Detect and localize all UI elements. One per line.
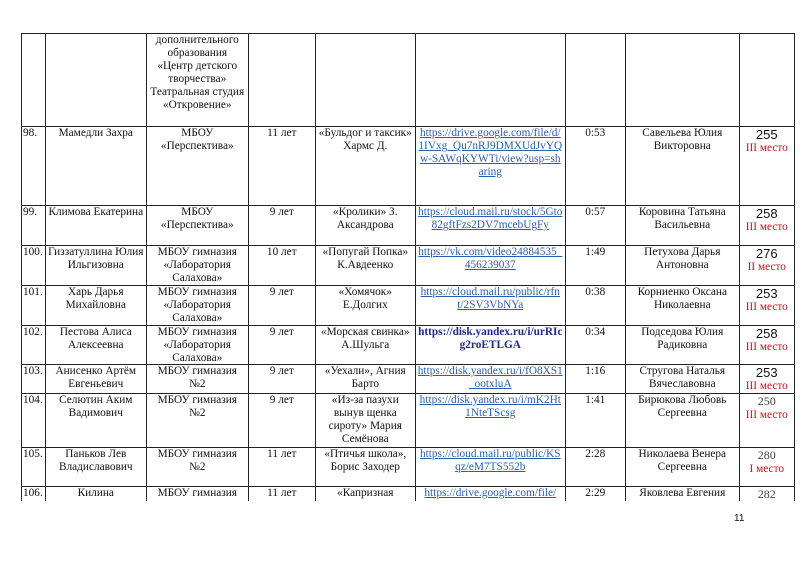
num-text: 101. bbox=[23, 286, 43, 298]
place-award: III место bbox=[745, 409, 788, 421]
age-text: 9 лет bbox=[269, 206, 294, 218]
cell-teacher bbox=[625, 34, 739, 127]
place-award: III место bbox=[745, 380, 788, 392]
teacher-text: Коровина Татьяна Васильевна bbox=[638, 206, 726, 231]
org-text: МБОУ «Перспектива» bbox=[160, 127, 234, 152]
table-row bbox=[22, 394, 795, 448]
cell-name bbox=[45, 34, 146, 127]
cell-age bbox=[248, 394, 315, 448]
cell-link bbox=[415, 206, 565, 246]
work-text: «Птичья школа», Борис Заходер bbox=[324, 448, 407, 473]
cell-time bbox=[565, 448, 625, 487]
age-text: 10 лет bbox=[266, 246, 297, 258]
num-text: 99. bbox=[23, 206, 38, 218]
cell-link bbox=[415, 365, 565, 394]
org-text: МБОУ «Перспектива» bbox=[160, 206, 234, 231]
cell-teacher bbox=[625, 394, 739, 448]
place-award: III место bbox=[745, 142, 788, 154]
cell-num bbox=[22, 34, 46, 127]
cell-name bbox=[45, 127, 146, 206]
name-text: Харь Дарья Михайловна bbox=[65, 286, 126, 311]
name-text: Килина bbox=[77, 487, 114, 499]
table-row bbox=[22, 487, 795, 502]
cell-age bbox=[248, 365, 315, 394]
age-text: 11 лет bbox=[267, 127, 297, 139]
cell-name bbox=[45, 326, 146, 365]
cell-teacher bbox=[625, 206, 739, 246]
video-link[interactable]: https://drive.google.com/file/ bbox=[424, 487, 557, 499]
num-text: 104. bbox=[23, 394, 43, 406]
cell-link bbox=[415, 34, 565, 127]
teacher-text: Подседова Юлия Радиковна bbox=[641, 326, 724, 351]
table-row bbox=[22, 326, 795, 365]
cell-age bbox=[248, 448, 315, 487]
video-link[interactable]: https://drive.google.com/file/d/1IVxg_Qu7nRJ9DMXUdJvYQw-SAWqKYWTi/view?usp=sharing bbox=[418, 127, 563, 178]
org-text: дополнительного образования «Центр детского творчества» Театральная студия «Откровение» bbox=[150, 34, 245, 111]
cell-age bbox=[248, 487, 315, 502]
cell-score bbox=[739, 127, 794, 206]
num-text: 102. bbox=[23, 326, 43, 338]
work-text: «Хомячок» Е.Долгих bbox=[338, 286, 392, 311]
cell-work bbox=[315, 127, 415, 206]
cell-time bbox=[565, 34, 625, 127]
score: 276 bbox=[755, 246, 778, 261]
cell-org bbox=[146, 487, 248, 502]
age-text: 9 лет bbox=[269, 394, 294, 406]
cell-num bbox=[22, 365, 46, 394]
place-award: III место bbox=[745, 221, 788, 233]
score: 250 bbox=[757, 394, 776, 408]
time-text: 1:49 bbox=[585, 246, 606, 258]
teacher-text: Савельева Юлия Викторовна bbox=[642, 127, 723, 152]
teacher-text: Стругова Наталья Вячеславовна bbox=[639, 365, 726, 390]
table-row bbox=[22, 34, 795, 127]
score: 280 bbox=[757, 448, 776, 462]
cell-org bbox=[146, 246, 248, 286]
num-text: 105. bbox=[23, 448, 43, 460]
cell-age bbox=[248, 34, 315, 127]
page-number: 11 bbox=[734, 513, 745, 524]
cell-score bbox=[739, 246, 794, 286]
cell-age bbox=[248, 326, 315, 365]
cell-age bbox=[248, 246, 315, 286]
cell-age bbox=[248, 286, 315, 326]
name-text: Климова Екатерина bbox=[48, 206, 144, 218]
cell-link bbox=[415, 326, 565, 365]
org-text: МБОУ гимназия №2 bbox=[157, 365, 237, 390]
org-text: МБОУ гимназия «Лаборатория Салахова» bbox=[157, 246, 237, 284]
num-text: 98. bbox=[23, 127, 38, 139]
org-text: МБОУ гимназия bbox=[157, 487, 237, 499]
cell-num bbox=[22, 206, 46, 246]
cell-score bbox=[739, 326, 794, 365]
video-link[interactable]: https://disk.yandex.ru/i/mK2Ht1NteTScsg bbox=[419, 394, 561, 419]
cell-name bbox=[45, 286, 146, 326]
score: 258 bbox=[755, 326, 778, 341]
age-text: 9 лет bbox=[269, 326, 294, 338]
cell-link bbox=[415, 286, 565, 326]
cell-name bbox=[45, 246, 146, 286]
teacher-text: Петухова Дарья Антоновна bbox=[644, 246, 721, 271]
cell-teacher bbox=[625, 127, 739, 206]
score: 253 bbox=[755, 286, 778, 301]
time-text: 2:29 bbox=[585, 487, 606, 499]
cell-link bbox=[415, 127, 565, 206]
work-text: «Из-за пазухи вынув щенка сироту» Мария Семёнова bbox=[328, 394, 402, 445]
cell-name bbox=[45, 394, 146, 448]
cell-score bbox=[739, 286, 794, 326]
cell-time bbox=[565, 246, 625, 286]
work-text: «Попугай Попка» К.Авдеенко bbox=[322, 246, 409, 271]
num-text: 103. bbox=[23, 365, 43, 377]
cell-work bbox=[315, 34, 415, 127]
cell-time bbox=[565, 127, 625, 206]
name-text: Паньков Лев Владиславович bbox=[58, 448, 133, 473]
name-text: Гиззатуллина Юлия Ильгизовна bbox=[48, 246, 144, 271]
cell-time bbox=[565, 365, 625, 394]
place-award: I место bbox=[749, 463, 785, 475]
cell-work bbox=[315, 206, 415, 246]
cell-time bbox=[565, 206, 625, 246]
time-text: 0:34 bbox=[585, 326, 606, 338]
cell-score bbox=[739, 206, 794, 246]
cell-org bbox=[146, 394, 248, 448]
cell-teacher bbox=[625, 365, 739, 394]
cell-org bbox=[146, 286, 248, 326]
cell-score bbox=[739, 34, 794, 127]
cell-link bbox=[415, 448, 565, 487]
table-row bbox=[22, 448, 795, 487]
cell-org bbox=[146, 206, 248, 246]
org-text: МБОУ гимназия «Лаборатория Салахова» bbox=[157, 326, 237, 364]
cell-teacher bbox=[625, 326, 739, 365]
cell-work bbox=[315, 326, 415, 365]
cell-work bbox=[315, 487, 415, 502]
cell-org bbox=[146, 365, 248, 394]
cell-num bbox=[22, 127, 46, 206]
cell-org bbox=[146, 326, 248, 365]
cell-num bbox=[22, 286, 46, 326]
cell-num bbox=[22, 246, 46, 286]
video-link[interactable]: https://cloud.mail.ru/public/rfnt/2SV3VbNYa bbox=[420, 286, 560, 311]
teacher-text: Бирюкова Любовь Сергеевна bbox=[638, 394, 727, 419]
cell-time bbox=[565, 487, 625, 502]
video-link[interactable]: https://vk.com/video24884535_456239037 bbox=[418, 246, 563, 271]
table-row bbox=[22, 206, 795, 246]
cell-teacher bbox=[625, 448, 739, 487]
teacher-text: Корниенко Оксана Николаевна bbox=[637, 286, 727, 311]
cell-num bbox=[22, 326, 46, 365]
cell-num bbox=[22, 394, 46, 448]
cell-work bbox=[315, 448, 415, 487]
work-text: «Капризная bbox=[337, 487, 394, 499]
name-text: Мамедли Захра bbox=[58, 127, 133, 139]
num-text: 106. bbox=[23, 487, 43, 499]
video-link[interactable]: https://cloud.mail.ru/stock/5Gto82gftFzs2DV7mcebUgFy bbox=[418, 206, 563, 231]
work-text: «Морская свинка» А.Шульга bbox=[321, 326, 410, 351]
teacher-text: Яковлева Евгения bbox=[639, 487, 726, 499]
cell-work bbox=[315, 365, 415, 394]
score: 253 bbox=[755, 365, 778, 380]
cell-time bbox=[565, 286, 625, 326]
time-text: 1:16 bbox=[585, 365, 606, 377]
name-text: Пестова Алиса Алексеевна bbox=[59, 326, 132, 351]
cell-score bbox=[739, 487, 794, 502]
teacher-text: Николаева Венера Сергеевна bbox=[638, 448, 727, 473]
time-text: 1:41 bbox=[585, 394, 606, 406]
table-row bbox=[22, 286, 795, 326]
place-award: II место bbox=[747, 261, 786, 273]
video-link[interactable]: https://cloud.mail.ru/public/KSqz/eM7TS552b bbox=[419, 448, 561, 473]
work-text: «Кролики» З. Аксандрова bbox=[333, 206, 398, 231]
cell-org bbox=[146, 127, 248, 206]
cell-score bbox=[739, 365, 794, 394]
cell-num bbox=[22, 448, 46, 487]
cell-name bbox=[45, 448, 146, 487]
place-award: III место bbox=[745, 341, 788, 353]
age-text: 9 лет bbox=[269, 365, 294, 377]
cell-teacher bbox=[625, 487, 739, 502]
time-text: 0:53 bbox=[585, 127, 606, 139]
time-text: 0:57 bbox=[585, 206, 606, 218]
time-text: 0:38 bbox=[585, 286, 606, 298]
cell-org bbox=[146, 34, 248, 127]
time-text: 2:28 bbox=[585, 448, 606, 460]
name-text: Селютин Аким Вадимович bbox=[59, 394, 133, 419]
place-award: III место bbox=[745, 301, 788, 313]
cell-num bbox=[22, 487, 46, 502]
table-row bbox=[22, 127, 795, 206]
cell-name bbox=[45, 365, 146, 394]
org-text: МБОУ гимназия №2 bbox=[157, 448, 237, 473]
num-text: 100. bbox=[23, 246, 43, 258]
cell-link bbox=[415, 246, 565, 286]
participants-table bbox=[21, 33, 795, 501]
age-text: 11 лет bbox=[267, 448, 297, 460]
name-text: Анисенко Артём Евгеньевич bbox=[55, 365, 137, 390]
cell-teacher bbox=[625, 246, 739, 286]
org-text: МБОУ гимназия «Лаборатория Салахова» bbox=[157, 286, 237, 324]
score: 255 bbox=[755, 127, 778, 142]
age-text: 11 лет bbox=[267, 487, 297, 499]
cell-link bbox=[415, 487, 565, 502]
age-text: 9 лет bbox=[269, 286, 294, 298]
cell-score bbox=[739, 448, 794, 487]
score: 258 bbox=[755, 206, 778, 221]
cell-name bbox=[45, 206, 146, 246]
cell-name bbox=[45, 487, 146, 502]
cell-link bbox=[415, 394, 565, 448]
work-text: «Бульдог и таксик» Хармс Д. bbox=[318, 127, 412, 152]
cell-score bbox=[739, 394, 794, 448]
cell-time bbox=[565, 326, 625, 365]
work-text: «Уехали», Агния Барто bbox=[324, 365, 406, 390]
cell-work bbox=[315, 286, 415, 326]
video-link[interactable]: https://disk.yandex.ru/i/fO8XS1_ootxluA bbox=[417, 365, 563, 390]
org-text: МБОУ гимназия №2 bbox=[157, 394, 237, 419]
cell-time bbox=[565, 394, 625, 448]
cell-teacher bbox=[625, 286, 739, 326]
video-link[interactable]: https://disk.yandex.ru/i/urRIcg2roETLGA bbox=[418, 326, 563, 351]
score: 282 bbox=[757, 487, 776, 501]
cell-org bbox=[146, 448, 248, 487]
cell-work bbox=[315, 246, 415, 286]
table-row bbox=[22, 365, 795, 394]
cell-age bbox=[248, 127, 315, 206]
cell-work bbox=[315, 394, 415, 448]
table-row bbox=[22, 246, 795, 286]
cell-age bbox=[248, 206, 315, 246]
